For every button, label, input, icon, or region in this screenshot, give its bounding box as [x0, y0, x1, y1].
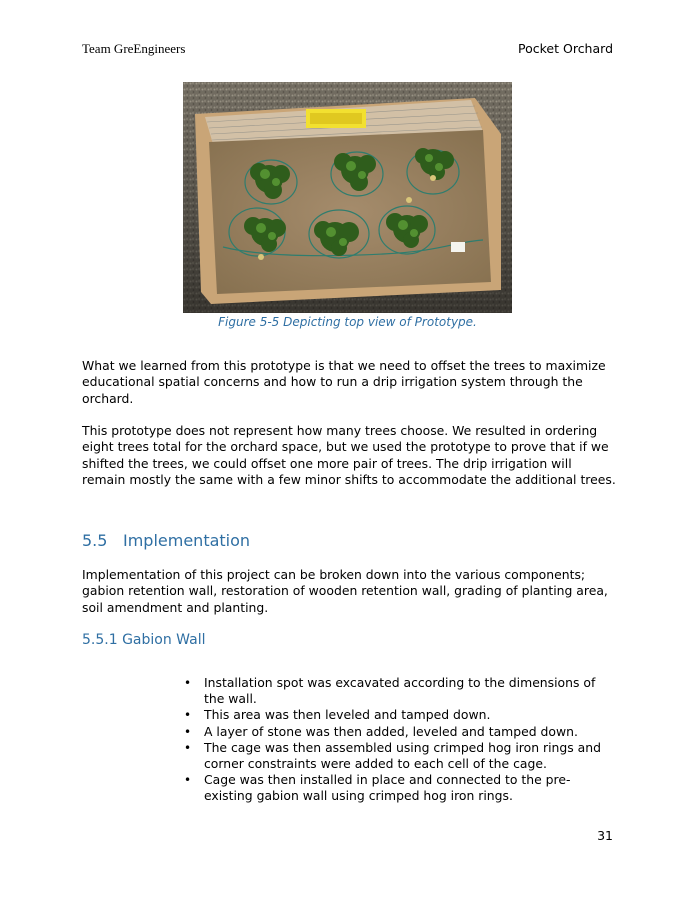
- list-item: [184, 724, 614, 740]
- list-item-text: Cage was then installed in place and connected to the pre-existing gabion wall using crimped hog iron rings.: [204, 772, 571, 804]
- figure-caption: Figure 5-5 Depicting top view of Prototype.: [218, 315, 477, 329]
- section-heading-implementation: [82, 531, 250, 550]
- gabion-steps-list: [184, 675, 614, 805]
- bullet-icon: •: [184, 708, 192, 723]
- bullet-icon: •: [184, 740, 192, 755]
- running-header-title: Pocket Orchard: [518, 41, 613, 56]
- section-title: Implementation: [123, 531, 251, 550]
- bullet-icon: •: [184, 676, 192, 690]
- list-item-text: This area was then leveled and tamped down.: [204, 707, 491, 723]
- prototype-photo: [183, 82, 512, 313]
- paragraph-tree-count: This prototype does not represent how many trees choose. We resulted in ordering eight trees total for the orchard space, but we used the prototype to prove that if we shifted the trees, we could offset one more pair of trees. The drip irrigation will remain mostly the same with a few minor shifts to accommodate the additional trees.: [82, 423, 616, 487]
- subsection-heading-gabion-wall: 5.5.1 Gabion Wall: [82, 632, 206, 648]
- list-item: [184, 772, 614, 804]
- bullet-icon: •: [184, 773, 192, 788]
- bullet-icon: •: [184, 724, 192, 739]
- running-header-team: Team GreEngineers: [82, 41, 186, 56]
- section-number: 5.5: [82, 531, 108, 550]
- paragraph-prototype-lessons: What we learned from this prototype is that we need to offset the trees to maximize educational spatial concerns and how to run a drip irrigation system through the orchard.: [82, 358, 606, 406]
- list-item-text: A layer of stone was then added, leveled and tamped down.: [204, 723, 578, 739]
- list-item-text: Installation spot was excavated according to the dimensions of the wall.: [204, 675, 596, 707]
- paragraph-implementation: Implementation of this project can be broken down into the various components; gabion retention wall, restoration of wooden retention wall, grading of planting area, soil amendment and planting.: [82, 567, 608, 615]
- list-item: [184, 740, 614, 772]
- list-item: [184, 675, 614, 707]
- list-item-text: The cage was then assembled using crimped hog iron rings and corner constraints were added to each cell of the cage.: [204, 739, 601, 772]
- page-number: 31: [597, 828, 613, 843]
- list-item: [184, 707, 614, 723]
